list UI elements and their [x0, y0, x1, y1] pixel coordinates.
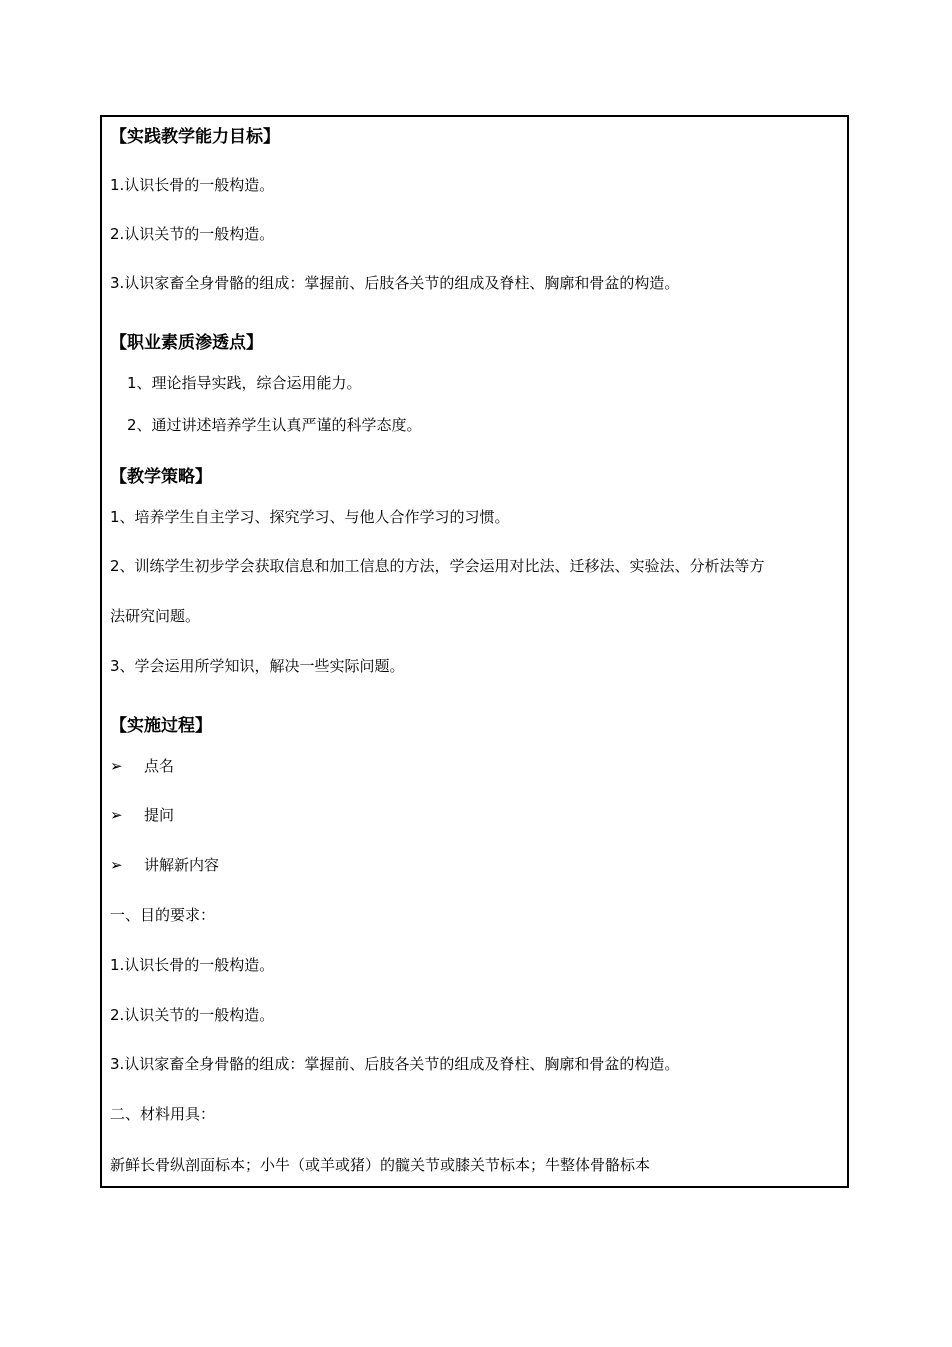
professional-quality-item: 2、通过讲述培养学生认真严谨的科学态度。	[127, 416, 422, 434]
professional-quality-item: 1、理论指导实践，综合运用能力。	[127, 374, 362, 392]
teaching-strategy-item-continued: 法研究问题。	[110, 607, 201, 625]
bullet-item-label: 提问	[144, 806, 175, 824]
arrowhead-bullet-icon: ➢	[110, 757, 123, 775]
professional-quality-heading: 【职业素质渗透点】	[110, 333, 263, 353]
bullet-item	[110, 756, 174, 776]
practice-goal-item: 3.认识家畜全身骨骼的组成：掌握前、后肢各关节的组成及脊柱、胸廓和骨盆的构造。	[110, 274, 680, 292]
purpose-item: 2.认识关节的一般构造。	[110, 1006, 275, 1024]
teaching-strategy-heading: 【教学策略】	[110, 467, 212, 487]
teaching-strategy-item: 2、训练学生初步学会获取信息和加工信息的方法，学会运用对比法、迁移法、实验法、分析法等方	[110, 557, 765, 575]
practice-goal-item: 2.认识关节的一般构造。	[110, 225, 275, 243]
purpose-title: 一、目的要求：	[110, 906, 216, 924]
purpose-item: 3.认识家畜全身骨骼的组成：掌握前、后肢各关节的组成及脊柱、胸廓和骨盆的构造。	[110, 1055, 680, 1073]
arrowhead-bullet-icon: ➢	[110, 856, 123, 874]
bullet-item	[110, 855, 219, 875]
implementation-heading: 【实施过程】	[110, 716, 212, 736]
practice-goals-heading: 【实践教学能力目标】	[110, 127, 280, 147]
teaching-strategy-item: 1、培养学生自主学习、探究学习、与他人合作学习的习惯。	[110, 508, 510, 526]
bullet-item	[110, 805, 174, 825]
arrowhead-bullet-icon: ➢	[110, 806, 123, 824]
bullet-item-label: 讲解新内容	[144, 856, 220, 874]
bullet-item-label: 点名	[144, 757, 175, 775]
materials-text: 新鲜长骨纵剖面标本；小牛（或羊或猪）的髋关节或膝关节标本；牛整体骨骼标本	[110, 1156, 651, 1174]
materials-title: 二、材料用具：	[110, 1105, 216, 1123]
teaching-strategy-item: 3、学会运用所学知识，解决一些实际问题。	[110, 657, 405, 675]
practice-goal-item: 1.认识长骨的一般构造。	[110, 176, 275, 194]
purpose-item: 1.认识长骨的一般构造。	[110, 956, 275, 974]
